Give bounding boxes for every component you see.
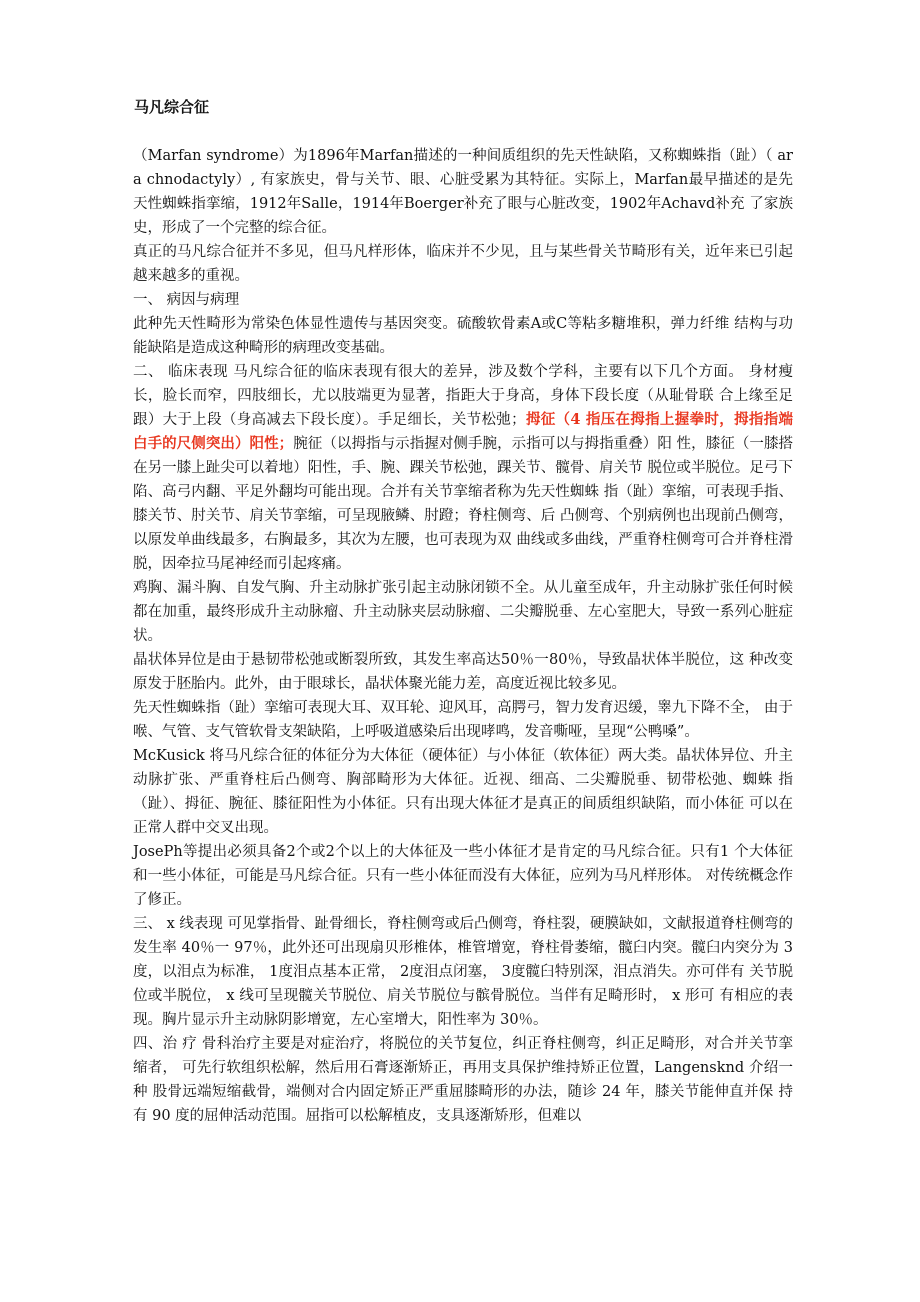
paragraph-xray: 三、 x 线表现 可见掌指骨、趾骨细长，脊柱侧弯或后凸侧弯，脊柱裂，硬膜缺如，文献报道脊柱侧弯的发生率 40％一 97％，此外还可出现扇贝形椎体，椎管增宽，脊柱骨萎缩，髋臼内突。髋臼内突分为 3 度，以泪点为标准， 1度泪点基本正常， 2度泪点闭塞， 3度髋臼特别深，泪点消失。亦可伴有 关节脱位或半脱位， x 线可呈现髋关节脱位、肩关节脱位与髌骨脱位。当伴有足畸形时， x 形可 有相应的表现。胸片显示升主动脉阴影增宽，左心室增大，阳性率为 30％。	[133, 916, 794, 1028]
paragraph-intro: （Marfan syndrome）为1896年Marfan描述的一种间质组织的先天性缺陷，又称蜘蛛指（趾）（ ara chnodactyly）, 有家族史，骨与关节、眼、心脏受累为其特征。实际上，Marfan最早描述的是先 天性蜘蛛指挛缩，1912年Salle，1914年Boerger补充了眼与心脏改变，1902年Achavd补充 了家族史，形成了一个完整的综合征。	[133, 148, 793, 236]
paragraph-etiology: 此种先天性畸形为常染色体显性遗传与基因突变。硫酸软骨素A或C等粘多糖堆积，弹力纤维 结构与功能缺陷是造成这种畸形的病理改变基础。	[133, 316, 793, 356]
document-body	[133, 144, 793, 1128]
paragraph-clinical	[133, 360, 793, 576]
paragraph-cardiac: 鸡胸、漏斗胸、自发气胸、升主动脉扩张引起主动脉闭锁不全。从儿童至成年，升主动脉扩张任何时候都在加重，最终形成升主动脉瘤、升主动脉夹层动脉瘤、二尖瓣脱垂、左心室肥大，导致一系列心脏症状。	[133, 580, 793, 644]
paragraph-lens: 晶状体异位是由于悬韧带松弛或断裂所致，其发生率高达50％一80％，导致晶状体半脱位，这 种改变原发于胚胎内。此外，由于眼球长，晶状体聚光能力差，高度近视比较多见。	[133, 652, 793, 692]
paragraph-overview: 真正的马凡综合征并不多见，但马凡样形体，临床并不少见，且与某些骨关节畸形有关，近年来已引起越来越多的重视。	[133, 244, 793, 284]
paragraph-arachnodactyly: 先天性蜘蛛指（趾）挛缩可表现大耳、双耳轮、迎风耳，高腭弓，智力发育迟缓，睾九下降不全， 由于喉、气管、支气管软骨支架缺陷，上呼吸道感染后出现哮鸣，发音嘶哑，呈现“公鸭嗓”。	[133, 700, 793, 740]
paragraph-mckusick: McKusick 将马凡综合征的体征分为大体征（硬体征）与小体征（软体征）两大类。晶状体异位、升主 动脉扩张、严重脊柱后凸侧弯、胸部畸形为大体征。近视、细高、二尖瓣脱垂、韧带松弛、蜘蛛 指（趾）、拇征、腕征、膝征阳性为小体征。只有出现大体征才是真正的间质组织缺陷，而小体征 可以在正常人群中交叉出现。	[133, 748, 793, 836]
paragraph-joseph: JosePh等提出必须具备2个或2个以上的大体征及一些小体征才是肯定的马凡综合征。只有1 个大体征和一些小体征，可能是马凡综合征。只有一些小体征而没有大体征，应列为马凡样形体。 对传统概念作了修正。	[133, 844, 793, 908]
clinical-text-2: 腕征（以拇指与示指握对侧手腕，示指可以与拇指重叠）阳 性，膝征（一膝搭在另一膝上趾尖可以着地）阳性，手、腕、踝关节松弛，踝关节、髋骨、肩关节 脱位或半脱位。足弓下陷、高弓内翻、平足外翻均可能出现。合并有关节挛缩者称为先天性蜘蛛 指（趾）挛缩，可表现手指、膝关节、肘关节、肩关节挛缩，可呈现腋鳞、肘蹬；脊柱侧弯、后 凸侧弯、个别病例也出现前凸侧弯，以原发单曲线最多，右胸最多，其次为左腰，也可表现为双 曲线或多曲线，严重脊柱侧弯可合并脊柱滑脱，因牵拉马尾神经而引起疼痛。	[133, 436, 794, 572]
paragraph-treatment: 四、治 疗 骨科治疗主要是对症治疗，将脱位的关节复位，纠正脊柱侧弯，纠正足畸形，对合并关节挛缩者， 可先行软组织松解，然后用石膏逐渐矫正，再用支具保护维持矫正位置，Langensknd 介绍一种 股骨远端短缩截骨，端侧对合内固定矫正严重屈膝畸形的办法，随诊 24 年，膝关节能伸直并保 持有 90 度的屈伸活动范围。屈指可以松解植皮，支具逐渐矫形，但难以	[133, 1036, 793, 1124]
clinical-text-1: 二、 临床表现 马凡综合征的临床表现有很大的差异，涉及数个学科，主要有以下几个方面。 身材瘦长，脸长而窄，四肢细长，尤以肢端更为显著，指距大于身高，身体下段长度（从耻骨联 合上缘至足跟）大于上段（身高减去下段长度）。手足细长，关节松弛；	[133, 364, 793, 428]
section-heading-etiology: 一、 病因与病理	[133, 292, 240, 308]
document-title: 马凡综合征	[134, 98, 210, 116]
thumb-sign-highlight: 拇征（4 指压在拇指上握拳时，拇指指端白手的尺侧突出）阳性；	[133, 411, 794, 452]
